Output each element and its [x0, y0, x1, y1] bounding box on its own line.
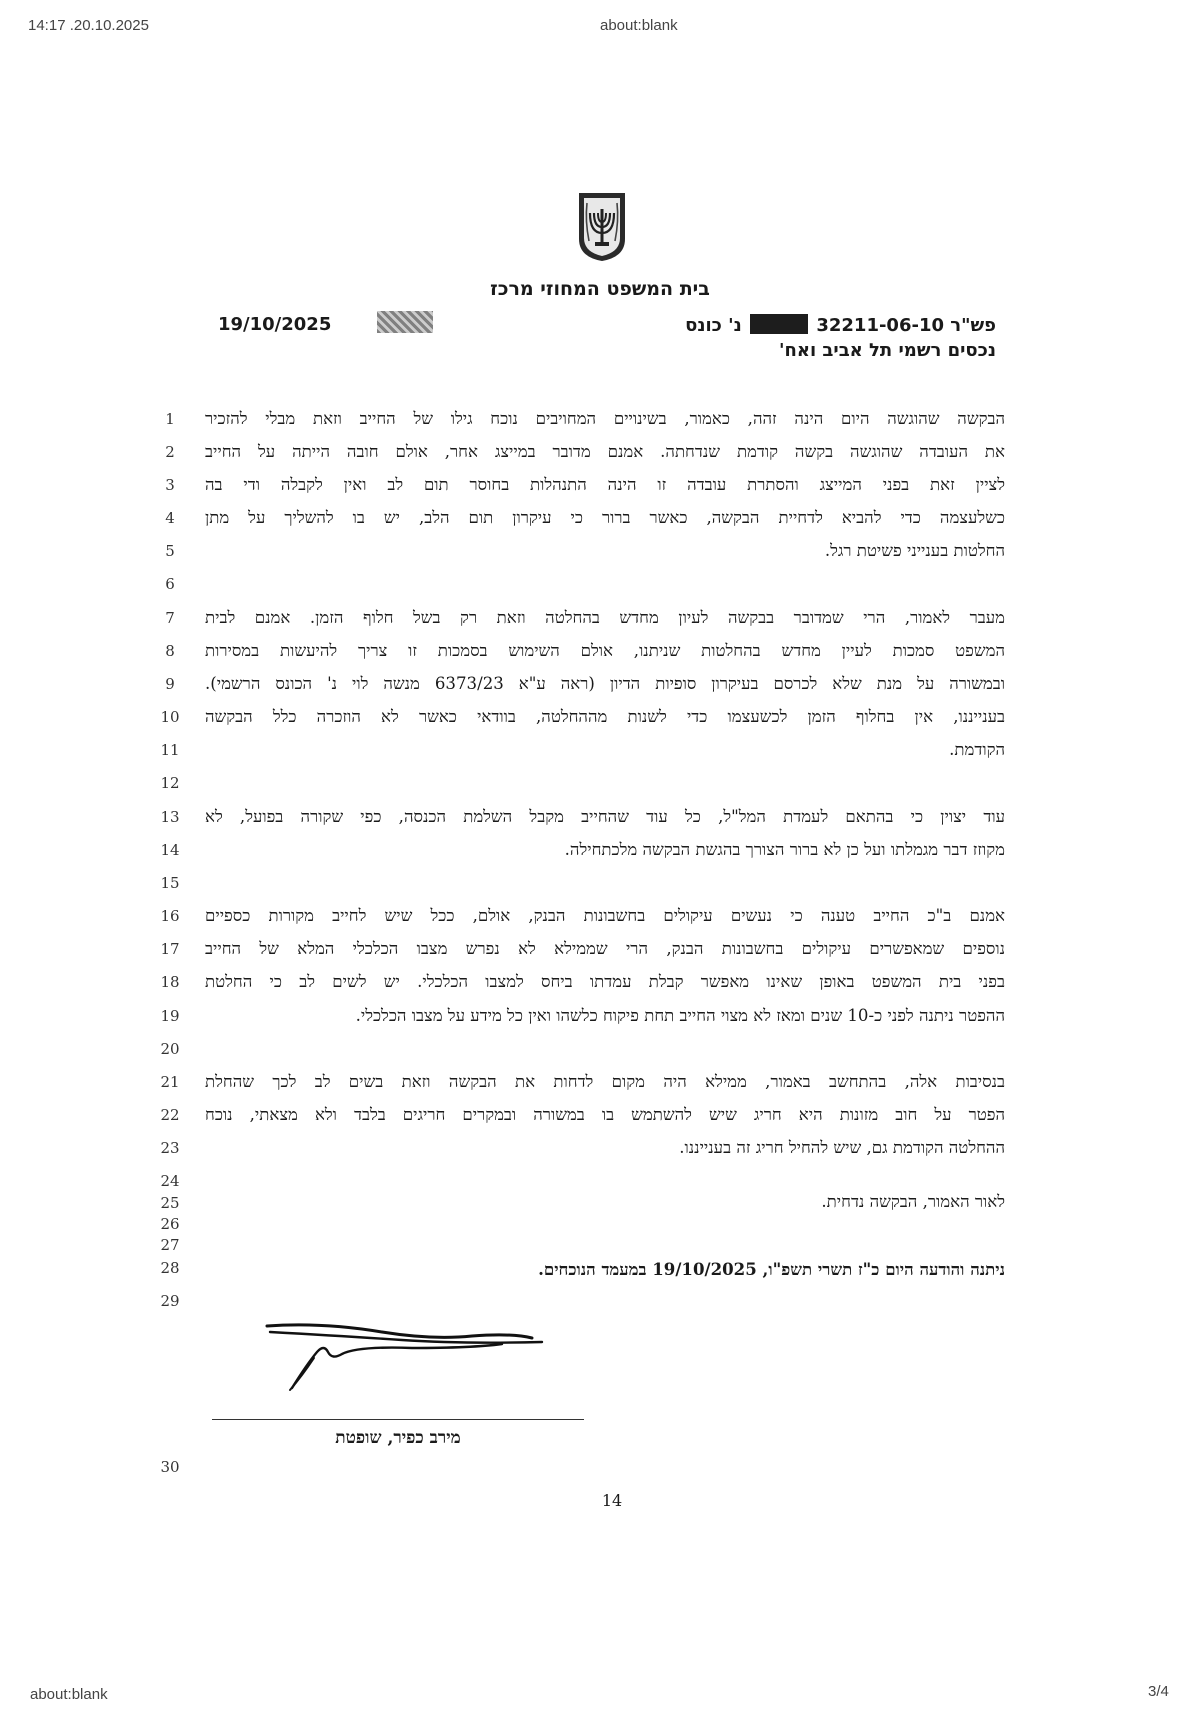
line-number: 6 [165, 575, 175, 593]
page-number: 14 [601, 1491, 623, 1510]
line-number: 26 [160, 1215, 180, 1233]
body-text-line: הקודמת. [949, 740, 1005, 759]
judge-name: מירב כפיר, שופטת [335, 1428, 461, 1448]
body-text-line: מקוזז דבר מגמלתו ועל כן לא ברור הצורך בהגשת הבקשה מלכתחילה. [564, 840, 1005, 859]
print-page-count: 3/4 [1148, 1683, 1169, 1700]
line-number: 19 [160, 1007, 180, 1025]
state-emblem-icon [577, 191, 627, 263]
case-number: פש"ר 32211-06-10 [816, 315, 996, 336]
body-text-line: בענייננו, אין בחלוף הזמן לכשעצמו כדי לשנות מההחלטה, בוודאי כאשר לא הוזכרה כלל הבקשה [205, 707, 1005, 726]
line-number: 23 [160, 1139, 180, 1157]
line-number: 10 [160, 708, 180, 726]
line-number: 14 [160, 841, 180, 859]
line-number: 13 [160, 808, 180, 826]
ruling-line: לאור האמור, הבקשה נדחית. [821, 1192, 1005, 1211]
body-text-line: כשלעצמה כדי להביא לדחיית הבקשה, כאשר ברור כי עיקרון תום הלב, יש בו להשליך על מתן [205, 508, 1005, 527]
line-number: 25 [160, 1194, 180, 1212]
case-party-line: נכסים רשמי תל אביב ואח' [778, 340, 996, 361]
body-text-line: נוספים שמאפשרים עיקולים בחשבונות הבנק, הרי שממילא לא נפרש מצבו הכלכלי המלא של החייב [205, 939, 1005, 958]
line-number: 22 [160, 1106, 180, 1124]
body-text-line: מעבר לאמור, הרי שמדובר בבקשה לעיון מחדש בהחלטה וזאת רק בשל חלוף הזמן. אמנם לבית [205, 608, 1005, 627]
line-number: 28 [160, 1259, 180, 1277]
signature-line [212, 1419, 584, 1420]
line-number: 7 [165, 609, 175, 627]
document-date: 19/10/2025 [218, 314, 332, 335]
line-number: 4 [165, 509, 175, 527]
body-text-line: בפני בית המשפט באופן שאינו מאפשר קבלת עמדתו ביחס למצבו הכלכלי. יש לשים לב כי החלטת [205, 972, 1005, 991]
line-number: 9 [165, 675, 175, 693]
line-number: 16 [160, 907, 180, 925]
line-number: 18 [160, 973, 180, 991]
redaction-block [750, 314, 808, 334]
print-timestamp: 14:17 .20.10.2025 [28, 17, 149, 34]
line-number: 17 [160, 940, 180, 958]
line-number: 2 [165, 443, 175, 461]
body-text-line: ההפטר ניתנה לפני כ-10 שנים ומאז לא מצוי החייב תחת פיקוח כלשהו ואין כל מידע על מצבו הכלכלי. [355, 1006, 1005, 1025]
body-text-line: לציין זאת בפני המייצג והסתרת עובדה זו הינה התנהלות בחוסר תום לב ואין לקבלה ודי בה [205, 475, 1005, 494]
line-number: 1 [165, 410, 175, 428]
decision-line: ניתנה והודעה היום כ"ז תשרי תשפ"ו, 19/10/2025 במעמד הנוכחים. [538, 1259, 1005, 1279]
line-number: 27 [160, 1236, 180, 1254]
body-text-line: הפטר על חוב מזונות היא חריג שיש להשתמש בו במשורה ובמקרים חריגים בלבד ולא מצאתי, נוכח [205, 1105, 1005, 1124]
body-text-line: עוד יצוין כי בהתאם לעמדת המל"ל, כל עוד שהחייב מקבל השלמת הכנסה, כפי שקורה בפועל, לא [205, 807, 1005, 826]
body-text-line: הבקשה שהוגשה היום הינה זהה, כאמור, בשינויים המחויבים נוכח גילו של החייב וזאת מבלי להזכיר [205, 409, 1005, 428]
line-number: 15 [160, 874, 180, 892]
body-text-line: בנסיבות אלה, בהתחשב באמור, ממילא היה מקום לדחות את הבקשה וזאת בשים לב לכך שהחלת [205, 1072, 1005, 1091]
line-number: 24 [160, 1172, 180, 1190]
case-party-suffix: נ' כונס [685, 315, 742, 336]
line-number: 12 [160, 774, 180, 792]
body-text-line: את העובדה שהוגשה בקשה קודמת שנדחתה. אמנם מדובר במייצג אחר, אולם חובה הייתה על החייב [205, 442, 1005, 461]
line-number: 5 [165, 542, 175, 560]
line-number: 11 [160, 741, 180, 759]
line-number: 20 [160, 1040, 180, 1058]
line-number: 30 [160, 1458, 180, 1476]
line-number: 29 [160, 1292, 180, 1310]
line-number: 8 [165, 642, 175, 660]
case-heading [685, 314, 996, 336]
line-number: 3 [165, 476, 175, 494]
body-text-line: אמנם ב"כ החייב טענה כי נעשים עיקולים בחשבונות הבנק, אולם, ככל שיש לחייב מקורות כספיים [205, 906, 1005, 925]
print-url-top: about:blank [600, 17, 678, 34]
body-text-line: החלטות בענייני פשיטת רגל. [824, 541, 1005, 560]
body-text-line: ההחלטה הקודמת גם, שיש להחיל חריג זה בענייננו. [679, 1138, 1005, 1157]
body-text-line: ובמשורה על מנת שלא לכרסם בעיקרון סופיות הדיון (ראה ע"א 6373/23 מנשה לוי נ' הכונס הרשמי). [205, 674, 1005, 693]
body-text-line: המשפט סמכות לעיין מחדש בהחלטות שניתנו, אולם השימוש בסמכות זו צריך להיעשות במסירות [205, 641, 1005, 660]
print-url-bottom: about:blank [30, 1686, 108, 1703]
line-number: 21 [160, 1073, 180, 1091]
judge-signature-icon [262, 1318, 552, 1398]
court-name: בית המשפט המחוזי מרכז [490, 278, 710, 300]
redacted-stamp [377, 311, 433, 333]
